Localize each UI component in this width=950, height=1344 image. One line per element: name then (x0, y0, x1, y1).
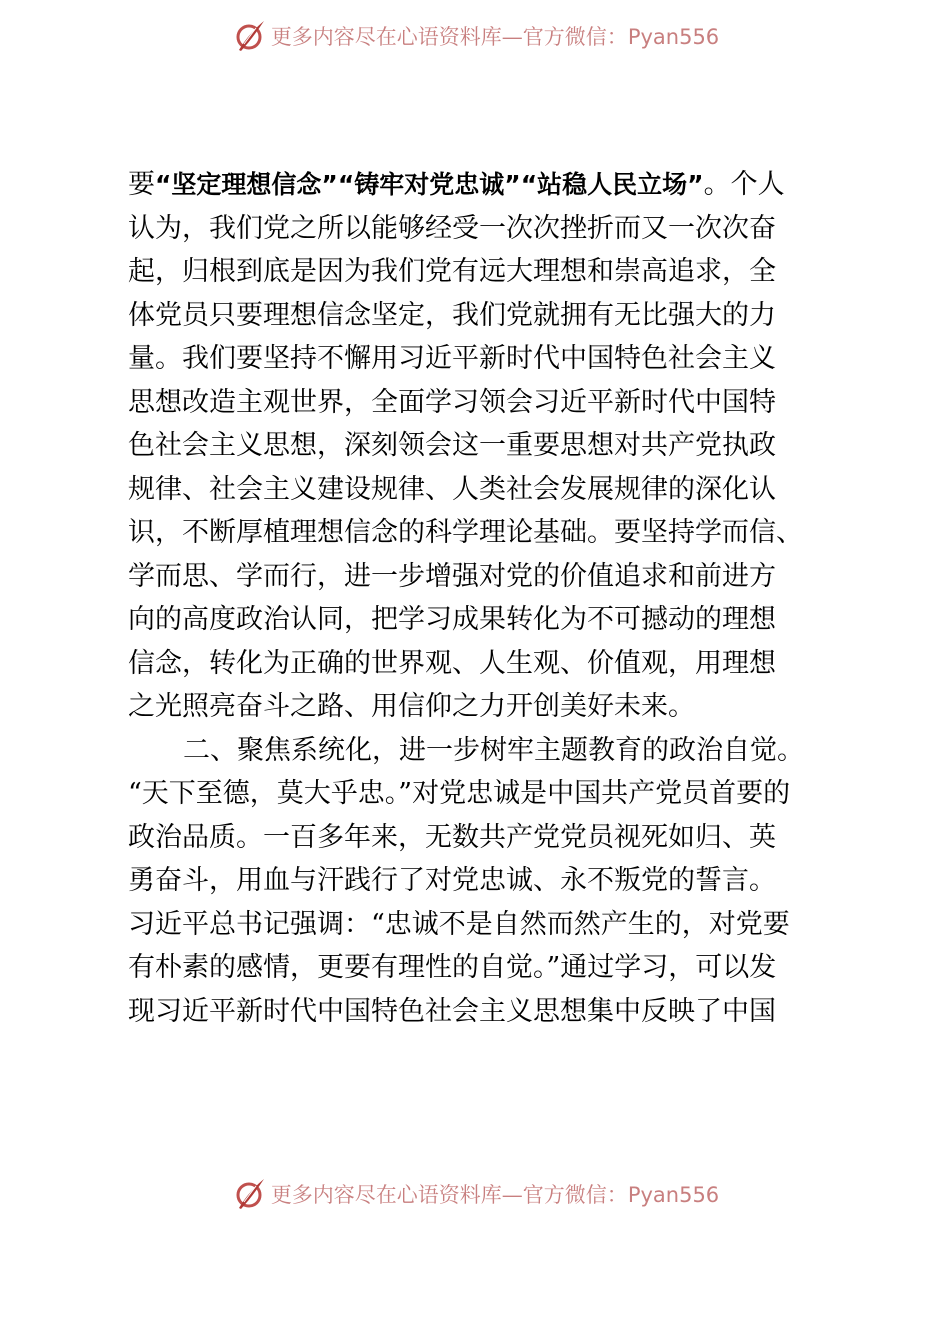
text-line: 色社会主义思想，深刻领会这一重要思想对共产党执政 (128, 430, 776, 461)
text-line: 学而思、学而行，进一步增强对党的价值追求和前进方 (128, 560, 776, 592)
quill-seal-icon (231, 1176, 267, 1212)
emphasis-quotes: “坚定理想信念”“铸牢对党忠诚”“站稳人民立场” (155, 170, 704, 199)
text-line: 认为，我们党之所以能够经受一次次挫折而又一次次奋 (128, 212, 776, 244)
text-line: 信念，转化为正确的世界观、人生观、价值观，用理想 (128, 647, 776, 679)
footer-watermark (0, 1174, 950, 1214)
text-line: 体党员只要理想信念坚定，我们党就拥有无比强大的力 (128, 299, 776, 331)
text-line: 起，归根到底是因为我们党有远大理想和崇高追求，全 (128, 256, 776, 287)
document-body (128, 163, 822, 1033)
text-line: 习近平总书记强调：“忠诚不是自然而然产生的，对党要 (128, 908, 790, 940)
text-line: 之光照亮奋斗之路、用信仰之力开创美好未来。 (128, 691, 695, 722)
text-line: 规律、社会主义建设规律、人类社会发展规律的深化认 (128, 473, 776, 505)
quill-seal-icon (231, 18, 267, 54)
text-line: 思想改造主观世界，全面学习领会习近平新时代中国特 (128, 386, 776, 418)
text-line: 向的高度政治认同，把学习成果转化为不可撼动的理想 (128, 604, 776, 635)
watermark-text: 更多内容尽在心语资料库—官方微信：Pyan556 (270, 25, 720, 49)
text-line: 有朴素的感情，更要有理性的自觉。”通过学习，可以发 (128, 952, 777, 983)
text-line: 识，不断厚植理想信念的科学理论基础。要坚持学而信、 (128, 517, 803, 548)
text-line: 政治品质。一百多年来，无数共产党党员视死如归、英 (128, 821, 776, 853)
header-watermark (0, 16, 950, 56)
text-line: 要“坚定理想信念”“铸牢对党忠诚”“站稳人民立场”。个人 (128, 169, 785, 200)
text-line: “天下至德，莫大乎忠。”对党忠诚是中国共产党员首要的 (128, 778, 791, 809)
text-line: 勇奋斗，用血与汗践行了对党忠诚、永不叛党的誓言。 (128, 865, 776, 896)
text-line: 现习近平新时代中国特色社会主义思想集中反映了中国 (128, 995, 776, 1027)
watermark-text: 更多内容尽在心语资料库—官方微信：Pyan556 (270, 1183, 720, 1207)
text-line: 量。我们要坚持不懈用习近平新时代中国特色社会主义 (128, 343, 776, 374)
section-heading: 二、聚焦系统化，进一步树牢主题教育的政治自觉。 (183, 734, 804, 766)
